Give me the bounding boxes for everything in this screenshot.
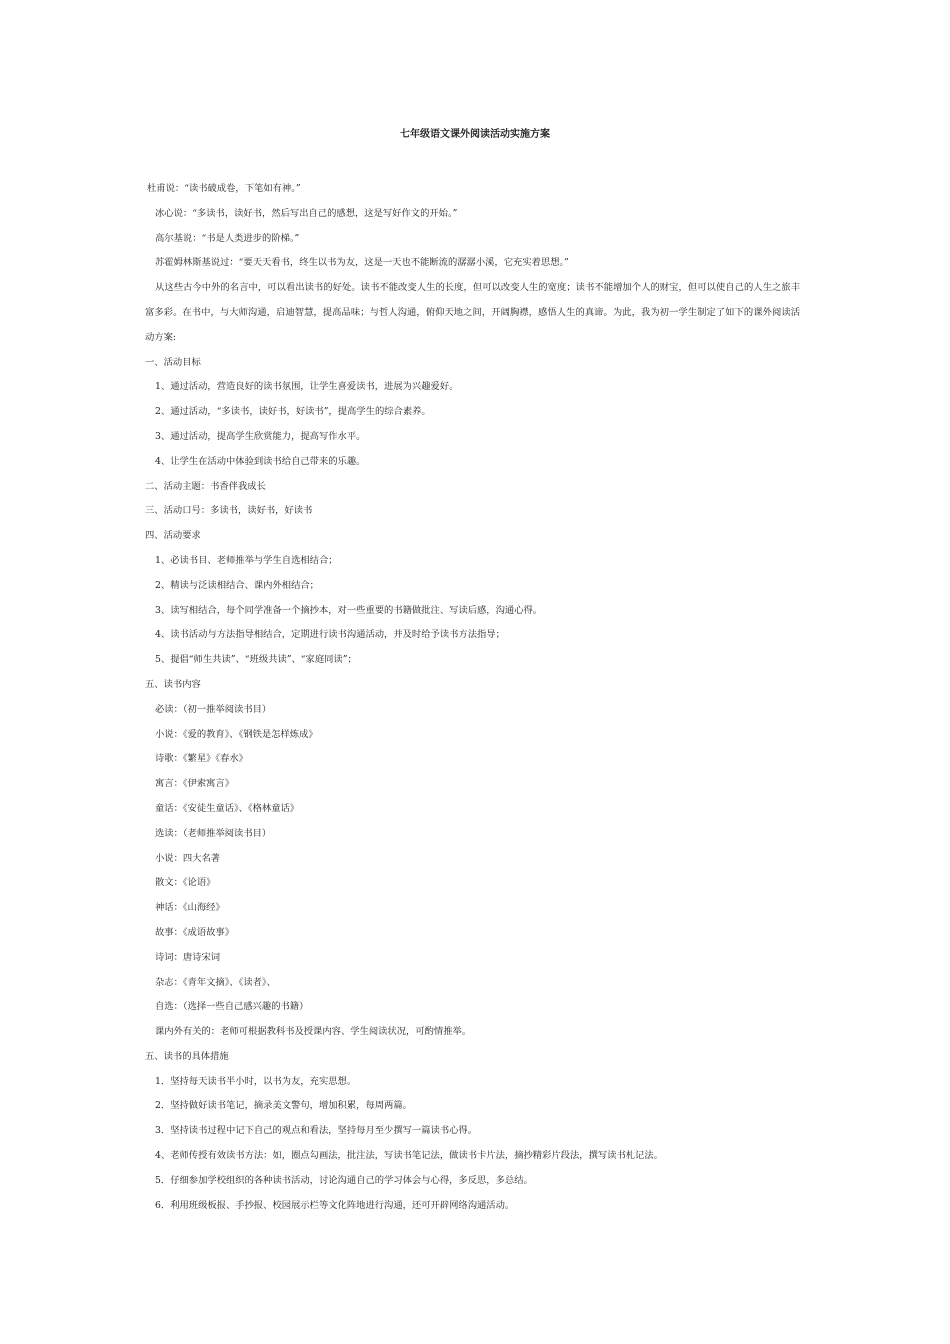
document-body [145,177,800,1218]
list-item: 1、通过活动，营造良好的读书氛围，让学生喜爱读书，进展为兴趣爱好。 [155,381,459,393]
list-item: 3．坚持读书过程中记下自己的观点和看法，坚持每月至少撰写一篇读书心得。 [155,1125,478,1137]
list-item: 选读：（老师推举阅读书目） [155,827,272,839]
document-lines [145,351,800,1219]
list-item: 散文：《论语》 [155,877,216,889]
list-item: 童话：《安徒生童话》、《格林童话》 [155,802,300,814]
list-item: 小说：《爱的教育》、《钢铁是怎样炼成》 [155,728,318,740]
quote-line: 高尔基说：“书是人类进步的阶梯。” [155,232,300,244]
list-item: 5．仔细参加学校组织的各种读书活动，讨论沟通自己的学习体会与心得，多反思，多总结。 [155,1174,533,1186]
list-item: 寓言：《伊索寓言》 [155,778,235,790]
list-item: 4、读书活动与方法指导相结合，定期进行读书沟通活动，并及时给予读书方法指导； [155,629,505,641]
list-item: 3、通过活动，提高学生欣赏能力，提高写作水平。 [155,430,366,442]
quote-line: 杜甫说：“读书破成卷，下笔如有神。” [147,183,301,194]
list-item: 诗歌：《繁星》《春水》 [155,753,248,765]
list-item: 神话：《山海经》 [155,902,225,914]
intro-paragraph: 从这些古今中外的名言中，可以看出读书的好处。读书不能改变人生的长度，但可以改变人生的宽度；读书不能增加个人的财宝，但可以使自己的人生之旅丰富多彩。在书中，与大师沟通，启迪智慧，提高品味；与哲人沟通，俯仰天地之间，开阔胸襟，感悟人生的真谛。为此，我为初一学生制定了如下的课外阅读活动方案: [145,282,800,343]
list-item: 1．坚持每天读书半小时，以书为友，充实思想。 [155,1075,357,1087]
list-item: 杂志：《青年文摘》、《读者》、 [155,976,276,988]
section-heading: 五、读书的具体措施 [145,1050,229,1062]
section-heading: 二、活动主题：书香伴我成长 [145,480,266,492]
section-heading: 三、活动口号：多读书，读好书，好读书 [145,505,313,517]
list-item: 2．坚持做好读书笔记，摘录美文警句，增加积累，每周两篇。 [155,1100,412,1112]
list-item: 自选：（选择一些自己感兴趣的书籍） [155,1001,309,1013]
section-heading: 五、读书内容 [145,678,201,690]
document-title: 七年级语文课外阅读活动实施方案 [400,129,550,140]
list-item: 必读：（初一推举阅读书目） [155,703,272,715]
quote-line: 苏霍姆林斯基说过：“要天天看书，终生以书为友，这是一天也不能断流的潺潺小溪，它充实着思想。” [155,257,569,269]
list-item: 5、提倡“师生共读”、“班级共读”、“家庭同读”； [155,654,357,666]
section-heading: 一、活动目标 [145,356,201,368]
list-item: 2、通过活动，“多读书，读好书，好读书”，提高学生的综合素养。 [155,406,431,418]
quote-line: 冰心说：“多读书，读好书，然后写出自己的感想，这是写好作文的开始。” [155,207,458,219]
list-item: 课内外有关的：老师可根据教科书及授课内容、学生阅读状况，可酌情推举。 [155,1026,472,1038]
list-item: 2、精读与泛读相结合、课内外相结合； [155,579,319,591]
list-item: 诗词：唐诗宋词 [155,951,221,963]
list-item: 3、读写相结合，每个同学准备一个摘抄本，对一些重要的书籍做批注、写读后感，沟通心得。 [155,604,543,616]
list-item: 6．利用班级板报、手抄报、校园展示栏等文化阵地进行沟通，还可开辟网络沟通活动。 [155,1199,515,1211]
list-item: 4、老师传授有效读书方法：如，圈点勾画法，批注法，写读书笔记法，做读书卡片法，摘抄精彩片段法，撰写读书札记法。 [155,1150,663,1162]
list-item: 小说：四大名著 [155,852,221,864]
list-item: 故事：《成语故事》 [155,926,235,938]
section-heading: 四、活动要求 [145,530,201,542]
list-item: 4、让学生在活动中体验到读书给自己带来的乐趣。 [155,455,366,467]
list-item: 1、必读书目、老师推举与学生自选相结合； [155,554,338,566]
